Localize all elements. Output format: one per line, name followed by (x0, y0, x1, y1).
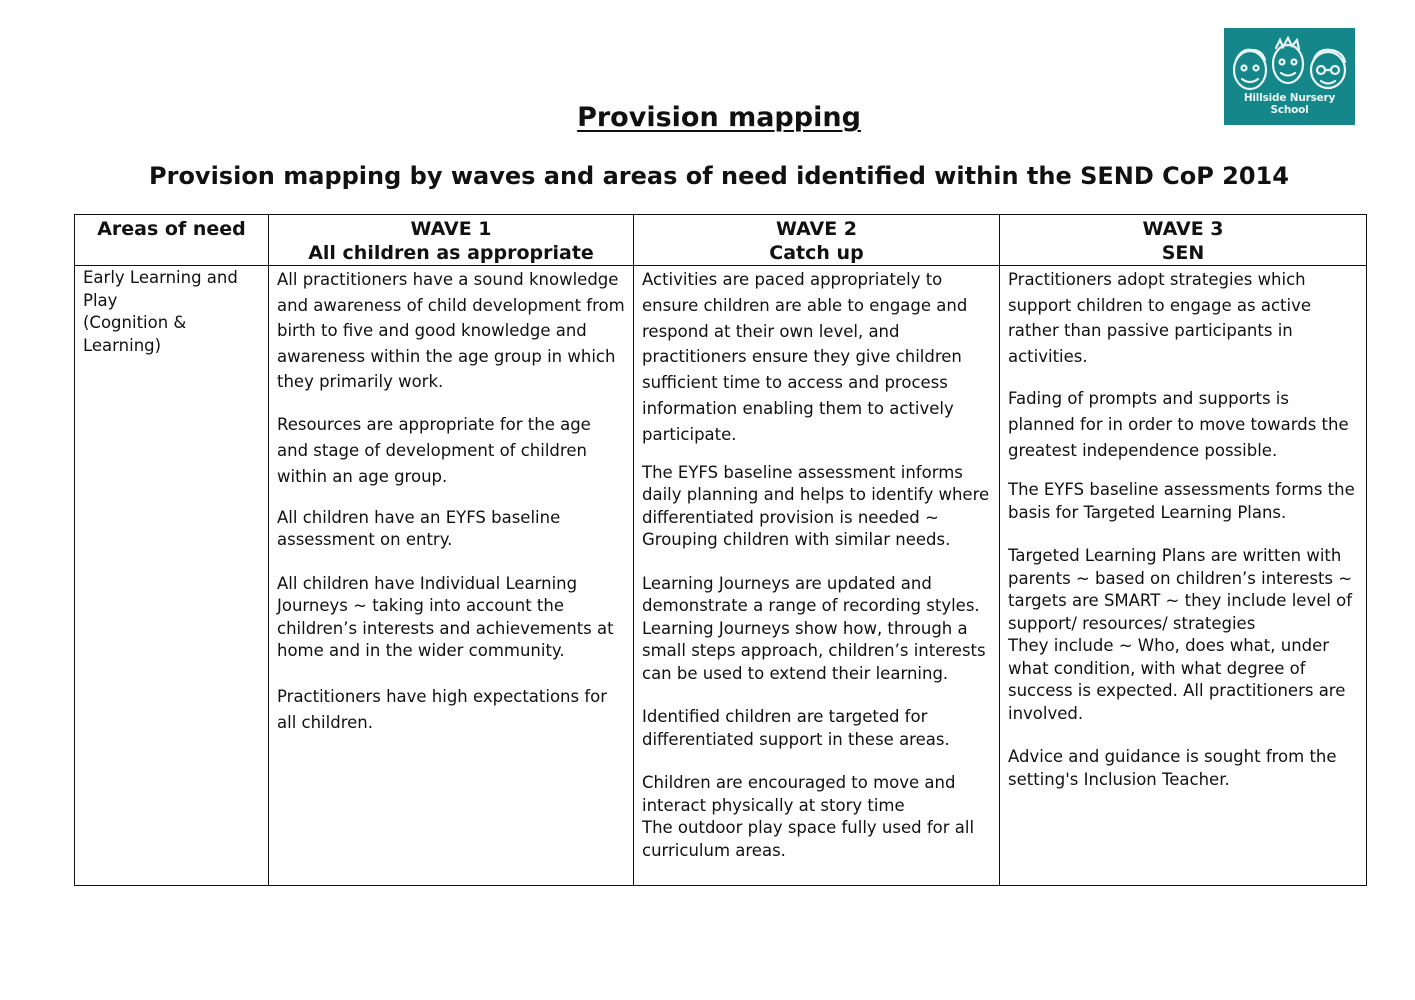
logo-line-1: Hillside Nursery (1243, 92, 1336, 104)
area-line: Learning) (83, 335, 162, 355)
area-line: (Cognition & (83, 313, 187, 332)
wave-3-paragraph: The EYFS baseline assessments forms the basis for Targeted Learning Plans. (1008, 480, 1355, 522)
wave-2-paragraph: Learning Journeys are updated and demonstrate a range of recording styles. (642, 573, 980, 616)
wave-2-paragraph: The EYFS baseline assessment informs daily planning and helps to identify where differentiated provision is needed ~ Grouping children with similar needs. (642, 462, 990, 550)
children-faces-icon (1228, 34, 1351, 94)
page-title: Provision mapping (577, 102, 861, 133)
wave-3-title: WAVE 3 (1142, 218, 1224, 240)
area-line: Play (83, 290, 118, 310)
wave-1-title: WAVE 1 (410, 218, 492, 240)
wave-2-paragraph: The outdoor play space fully used for all curriculum areas. (642, 818, 975, 860)
header-areas-of-need (75, 215, 269, 266)
wave-2-paragraph: Learning Journeys show how, through a small steps approach, children’s interests can be used to extend their learning. (642, 618, 986, 683)
wave-1-paragraph: All children have an EYFS baseline assessment on entry. (277, 507, 561, 549)
wave-3-cell (1000, 266, 1367, 886)
header-areas-label: Areas of need (97, 218, 246, 240)
header-row (75, 215, 1367, 266)
wave-2-paragraph: Activities are paced appropriately to ensure children are able to engage and respond at their own level, and practitioners ensure they give children sufficient time to access and process information enabling them to actively participate. (642, 270, 968, 444)
wave-3-paragraph: Practitioners adopt strategies which support children to engage as active rather than passive participants in activities. (1008, 270, 1312, 366)
wave-3-paragraph: Targeted Learning Plans are written with parents ~ based on children’s interests ~ targets are SMART ~ they include level of support/ resources/ strategies (1008, 546, 1353, 633)
area-line: Early Learning and (83, 268, 238, 287)
page-subtitle: Provision mapping by waves and areas of need identified within the SEND CoP 2014 (149, 162, 1289, 190)
wave-2-cell (634, 266, 1000, 886)
wave-2-paragraph: Identified children are targeted for differentiated support in these areas. (642, 707, 950, 749)
wave-3-paragraph: They include ~ Who, does what, under what condition, with what degree of success is expected. All practitioners are involved. (1008, 636, 1346, 723)
table-row (75, 266, 1367, 886)
provision-table (74, 214, 1367, 886)
wave-3-paragraph: Fading of prompts and supports is planned for in order to move towards the greatest independence possible. (1008, 389, 1349, 460)
header-wave-3 (1000, 215, 1367, 266)
header-wave-1 (269, 215, 634, 266)
wave-2-paragraph: Children are encouraged to move and interact physically at story time (642, 773, 956, 815)
wave-1-subtitle: All children as appropriate (308, 242, 594, 264)
wave-1-paragraph: All practitioners have a sound knowledge and awareness of child development from birth to five and good knowledge and awareness within the age group in which they primarily work. (277, 270, 625, 391)
wave-1-cell (269, 266, 634, 886)
wave-3-subtitle: SEN (1161, 242, 1205, 264)
wave-3-paragraph: Advice and guidance is sought from the setting's Inclusion Teacher. (1008, 747, 1337, 789)
wave-2-subtitle: Catch up (769, 242, 864, 264)
wave-1-paragraph: Practitioners have high expectations for all children. (277, 686, 608, 732)
wave-2-title: WAVE 2 (775, 218, 858, 240)
area-of-need-cell (75, 266, 269, 886)
logo-line-2: School (1270, 104, 1309, 116)
header-wave-2 (634, 215, 1000, 266)
wave-1-paragraph: All children have Individual Learning Journeys ~ taking into account the children’s interests and achievements at home and in the wider community. (277, 573, 614, 660)
wave-1-paragraph: Resources are appropriate for the age and stage of development of children within an age group. (277, 414, 591, 486)
